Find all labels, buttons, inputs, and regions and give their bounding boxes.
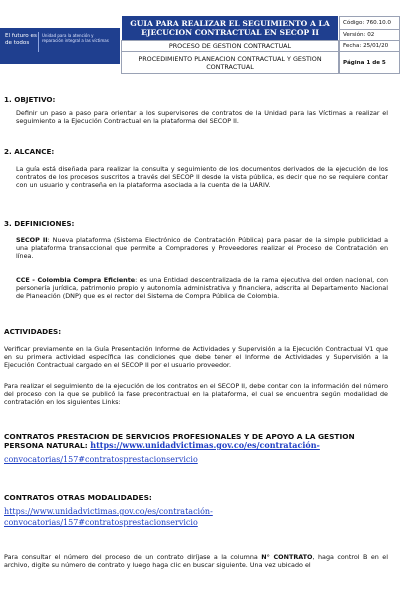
actividades-text-2: Para realizar el seguimiento de la ejecución de los contratos en el SECOP II, debe contar con la información del número del proceso con la que se publicó la fase precontractual en la plataforma, el cual se encuentra según modalidad de contratación en los siguientes Links: <box>4 382 388 407</box>
otras-link-part-2[interactable]: convocatorias/157#contratosprestacionservicio <box>4 518 198 527</box>
procedure-cell: PROCEDIMIENTO PLANEACION CONTRACTUAL Y GESTION CONTRACTUAL <box>121 51 339 74</box>
logo-brand: El futuro es de todos <box>5 33 37 46</box>
actividades-text-1: Verificar previamente en la Guía Presentación Informe de Actividades y Supervisión a la Ejecución Contractual V1 que en su primera actividad específica las condiciones que debe tener el Informe de Actividades y Supervisión a la Ejecución Contractual cargado en el SECOP II por el usuario proveedor. <box>4 345 388 370</box>
consulta-text-bold: N° CONTRATO <box>261 553 313 561</box>
alcance-text: La guía está diseñada para realizar la consulta y seguimiento de los documentos derivados de la ejecución de los contratos de los procesos suscritos a través del SECOP II desde la vista pública, es decir que no se requiere contar con un usuario y contraseña en la plataforma asociada a la cuenta de la UARIV. <box>16 165 388 190</box>
alcance-heading: 2. ALCANCE: <box>4 147 55 156</box>
cps-link-line-2 <box>4 452 384 465</box>
document-title: GUIA PARA REALIZAR EL SEGUIMIENTO A LA EJECUCION CONTRACTUAL EN SECOP II <box>122 16 338 40</box>
cps-link-part-2[interactable]: convocatorias/157#contratosprestacionservicio <box>4 455 198 464</box>
cps-heading: CONTRATOS PRESTACION DE SERVICIOS PROFESIONALES Y DE APOYO A LA GESTION PERSONA NATURAL: <box>4 432 355 450</box>
process-cell: PROCESO DE GESTION CONTRACTUAL <box>121 40 339 52</box>
actividades-heading: ACTIVIDADES: <box>4 327 62 336</box>
otras-heading: CONTRATOS OTRAS MODALIDADES: <box>4 493 152 502</box>
version-cell: Versión: 02 <box>339 29 400 41</box>
consulta-paragraph <box>4 553 388 569</box>
page-number-cell: Página 1 de 5 <box>339 51 400 74</box>
otras-link-part-1[interactable]: https://www.unidadvictimas.gov.co/es/contratación- <box>4 507 213 516</box>
code-cell: Código: 760.10.0 <box>339 16 400 30</box>
document-header <box>0 8 400 71</box>
objetivo-heading: 1. OBJETIVO: <box>4 95 56 104</box>
objetivo-text: Definir un paso a paso para orientar a los supervisores de contratos de la Unidad para las Víctimas a realizar el seguimiento a la Ejecución Contractual en la plataforma del SECOP II. <box>16 109 388 126</box>
cce-term: CCE - Colombia Compra Eficiente <box>16 276 136 284</box>
definition-cce <box>16 276 388 301</box>
definition-secop <box>16 236 388 261</box>
cps-block <box>4 432 392 450</box>
otras-link-line-2 <box>4 515 384 528</box>
logo <box>0 28 120 64</box>
consulta-text-a: Para consultar el número del proceso de un contrato diríjase a la columna <box>4 553 262 561</box>
secop-term: SECOP II <box>16 236 48 244</box>
logo-subtitle: Unidad para la atención y reparación integral a las víctimas <box>42 33 109 43</box>
logo-divider <box>38 32 39 52</box>
consulta-text-c: , haga control B en el archivo, digite su número de contrato y luego haga clic en buscar siguiente. Una vez ubicado el <box>4 553 389 570</box>
cps-link-part-1[interactable]: https://www.unidadvictimas.gov.co/es/contratación- <box>90 440 320 450</box>
date-cell: Fecha: 25/01/20 <box>339 40 400 52</box>
definiciones-heading: 3. DEFINICIONES: <box>4 219 75 228</box>
secop-definition: : Nueva plataforma (Sistema Electrónico de Contratación Pública) para pasar de la simple publicidad a una plataforma transaccional que permite a Compradores y Proveedores realizar el Proceso de Contratación en línea. <box>16 236 388 261</box>
cce-definition: : es una Entidad descentralizada de la rama ejecutiva del orden nacional, con personería jurídica, patrimonio propio y autonomía administrativa y financiera, adscrita al Departamento Nacional de Planeación (DNP) que es el rector del Sistema de Compra Pública de Colombia. <box>16 276 388 301</box>
